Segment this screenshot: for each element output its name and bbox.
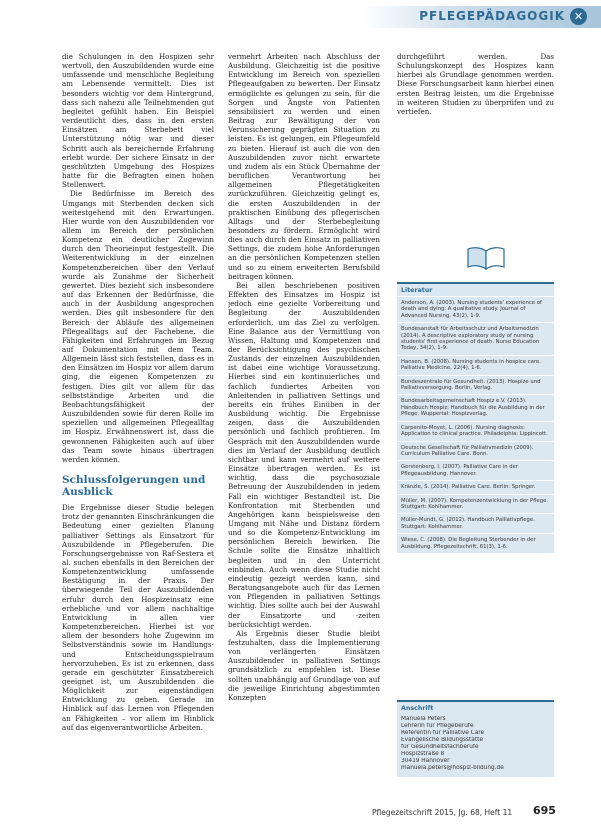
literature-entry: Bundesanstalt für Arbeitsschutz und Arbeitsmedizin (2014). A descriptive exploratory study of nursing students' first experience of death. Nurse Education Today, 34(2), 1-9.: [397, 322, 554, 355]
literature-entry: Gerstenberg, I. (2007). Palliative Care in der Pflegeausbildung. Hannover.: [397, 460, 554, 480]
contact-line: Manuela Peters: [401, 716, 446, 722]
page-header: [0, 0, 601, 44]
journal-logo-icon: ✕: [570, 8, 587, 25]
contact-text: [397, 714, 554, 777]
literature-entry: Müller, M. (2007). Kompetenzentwicklung in der Pflege. Stuttgart: Kohlhammer.: [397, 494, 554, 514]
contact-line: für Gesundheitsfachberufe: [401, 744, 479, 750]
paragraph: Bei allen beschriebenen positiven Effekten des Einsatzes im Hospiz ist jedoch eine gezielte Vorbereitung und Begleitung der Auszubildenden erforderlich, um das Ziel zu verfolgen. Eine Balance aus der Vermittlung von Wissen, Haltung und Kompetenzen und der Berücksichtigung des psychischen Zustands der einzelnen Auszubildenden ist dabei eine wichtige Voraussetzung. Hierbei sind ein kontinuierliches und fachlich fundiertes Arbeiten von Anleitenden in palliativen Settings und bereits ein frühes Einüben in der Ausbildung wichtig. Die Ergebnisse zeigen, dass die Auszubildenden persönlich und fachlich profitieren. Im Gespräch mit den Auszubildenden wurde dies im Verlauf der Ausbildung deutlich sichtbar und kann vermehrt auf weitere Einsätze übertragen werden. Es ist wichtig, dass die psychosoziale Betreuung der Auszubildenden in jedem Fall ein wichtiger Bestandteil ist. Die Konfrontation mit Sterbenden und Angehörigen kann beispielsweise den Umgang mit Nähe und Distanz fördern und so die Kompetenz-Entwicklung im persönlichen Bereich bewirken. Die Schule sollte die Einsätze inhaltlich begleiten und in den Unterricht einbinden. Auch wenn diese Studie nicht eindeutig gezeigt werden kann, sind Beratungsangebote auch für das Lernen von Pflegenden in palliativen Settings wichtig. Dies sollte auch bei der Auswahl der Einsatzorte und -zeiten berücksichtigt werden.: [228, 280, 380, 629]
contact-box: [397, 700, 554, 777]
contact-title: Anschrift: [401, 705, 434, 712]
literature-entry: Kränzle, S. (2014). Palliative Care. Berlin: Springer.: [397, 480, 554, 493]
literature-box: [397, 282, 554, 553]
contact-line: Evangelische Bildungsstätte: [401, 737, 483, 743]
section-title: PFLEGEPÄDAGOGIK: [419, 9, 565, 23]
literature-entry: Bundesarbeitsgemeinschaft Hospiz e.V. (2013). Handbuch Hospiz: Handbuch für die Ausbildung in der Pflege. Wuppertal: Hospizverlag.: [397, 394, 554, 420]
text-column-2: [228, 52, 380, 822]
text-column-1: [62, 52, 214, 822]
literature-entry: Müller-Mundt, G. (2012). Handbuch Palliativpflege. Stuttgart: Kohlhammer.: [397, 513, 554, 533]
paragraph: durchgeführt werden. Das Schulungskonzept des Hospizes kann hierbei als Grundlage genommen werden. Diese Forschungsarbeit kann hierbei einen ersten Beitrag leisten, um die Ergebnisse in weiteren Studien zu überprüfen und zu vertiefen.: [397, 52, 554, 116]
page-number: 695: [533, 804, 556, 817]
literature-title: Literatur: [401, 287, 433, 294]
contact-email-link[interactable]: manuela.peters@hospiz-bildung.de: [401, 765, 504, 771]
paragraph: Als Ergebnis dieser Studie bleibt festzuhalten, dass die Implementierung von verlängerten Einsätzen Auszubildender in palliativen Settings grundsätzlich zu empfehlen ist. Diese sollten unabhängig auf Grundlage von auf die jeweilige Einrichtung abgestimmten Konzepten: [228, 628, 380, 702]
literature-entry: Wiese, C. (2008). Die Begleitung Sterbender in der Ausbildung. Pflegezeitschrift, 61(3), 1-6.: [397, 533, 554, 553]
paragraph: Die Ergebnisse dieser Studie belegen trotz der genannten Einschränkungen die Bedeutung einer gezielten Planung palliativer Settings als Einsatzort für Auszubildende in Pflegeberufen. Die Forschungsergebnisse von Raf-Sestera et al. suchen ebenfalls in den Bereichen der Kompetenzentwicklung umfassende Bestätigung in der Praxis. Der überwiegende Teil der Auszubildenden erfuhr durch den Hospizeinsatz eine erhebliche und vor allem nachhaltige Entwicklung in allen vier Kompetenzbereichen. Hierbei ist vor allem der besonders hohe Zugewinn im Selbstverständnis sowie im Handlungs- und Entscheidungsspielraum hervorzuheben. Es ist zu erkennen, dass gerade ein geschützter Einsatzbereich geeignet ist, um Auszubildenden die Möglichkeit zur eigenständigen Entwicklung zu geben. Gerade im Hinblick auf das Lernen von Pflegenden an Fähigkeiten – vor allem im Hinblick auf das eigenverantwortliche Arbeiten.: [62, 503, 214, 732]
literature-entry: Bundeszentrale für Gesundheit. (2013). Hospize und Palliativversorgung. Berlin, Verlag.: [397, 375, 554, 395]
literature-entry: Anderson, A. (2003). Nursing students' experience of death and dying: A qualitative study. Journal of Advanced Nursing, 43(2), 1-9.: [397, 296, 554, 322]
text-column-3: [397, 52, 554, 162]
contact-line: 30419 Hannover: [401, 758, 450, 764]
paragraph: Die Bedürfnisse im Bereich des Umgangs mit Sterbenden decken sich weitestgehend mit den Erwartungen. Hier wurde von den Auszubildenden vor allem im Bereich der persönlichen Kompetenz ein deutlicher Zugewinn durch den Theorieinput festgestellt. Die Weiterentwicklung in der einzelnen Kompetenzbereichen über den Verlauf wurde als Zunahme der Sicherheit gewertet. Dies bezieht sich insbesondere auf das Erkennen der Bedürfnisse, die auch in der Ausbildung angesprochen werden. Dies gilt insbesondere für den Bereich der Abläufe des allgemeinen Pflegealltags auf der Fachebene, die Fähigkeiten und Erfahrungen im Bezug auf Dokumentation mit dem Team. Allgemein lässt sich feststellen, dass es in den Einsätzen im Hospiz vor allem darum ging, die eigenen Kompetenzen zu festigen. Dies gilt vor allem für das selbstständige Arbeiten und die Beobachtungsfähigkeit der Auszubildenden sowie für deren Rolle im speziellen und allgemeinen Pflegealltag im Hospiz. Erwähnenswert ist, dass die gewonnenen Fähigkeiten auch auf über das Team sowie hinaus übertragen werden können.: [62, 189, 214, 464]
literature-entry: Carpenito-Moyet, L. (2006). Nursing diagnosis: Application to clinical practice. Philadelphia: Lippincott.: [397, 421, 554, 441]
paragraph: vermehrt Arbeiten nach Abschluss der Ausbildung. Gleichzeitig ist die positive Entwicklung im Bereich von speziellen Pflegeaufgaben zu bewerten. Der Einsatz ermöglichte es gelungen zu sein, für die Sorgen und Ängste von Patienten sensibilisiert zu werden und einen Beitrag zur Bewältigung der von Verunsicherung geprägten Situation zu leisten. Es ist gelungen, ein Pflegeumfeld zu bieten. Hierauf ist auch die von den Auszubildenden zuvor nicht erwartete und zudem als ein Stück Übernahme der beruflichen Verantwortung bei allgemeinen Pflegetätigkeiten zurückzuführen. Gleichzeitig gelingt es, die ersten Auszubildenden in der praktischen Einübung des pflegerischen Alltags und der Sterbebegleitung besonders zu fördern. Ermöglicht wird dies auch durch den Einsatz in palliativen Settings, die zudem hohe Anforderungen an die persönlichen Kompetenzen stellen und so zu einem erweiterten Berufsbild beitragen können.: [228, 52, 380, 281]
journal-citation: Pflegezeitschrift 2015, Jg. 68, Heft 11: [372, 808, 513, 817]
literature-entry: Hansen, B. (2008). Nursing students in hospice care. Palliative Medicine, 22(4), 1-6.: [397, 355, 554, 375]
paragraph: die Schulungen in den Hospizen sehr wertvoll, den Auszubildenden wurde eine umfassende und menschliche Begleitung am Lebensende vermittelt. Dies ist besonders wichtig vor dem Hintergrund, dass sich nahezu alle Teilnehmenden gut begleitet gefühlt haben. Ein Beispiel verdeutlicht dies, dass in den ersten Einsätzen am Sterbebett viel Unterstützung nötig war und dieser Schritt auch als bereichernde Erfahrung erlebt wurde. Der sichere Einsatz in der geschützten Umgebung des Hospizes hatte für die Befragten einen hohen Stellenwert.: [62, 52, 214, 190]
literature-entry: Deutsche Gesellschaft für Palliativmedizin (2009). Curriculum Palliative Care. Bonn.: [397, 441, 554, 461]
open-book-icon: [465, 245, 507, 271]
contact-line: Hospizstraße 8: [401, 751, 445, 757]
section-heading: Schlussfolgerungen und Ausblick: [62, 474, 206, 499]
contact-line: Lehrerin für Pflegeberufe: [401, 723, 474, 729]
contact-line: Referentin für Palliative Care: [401, 730, 485, 736]
